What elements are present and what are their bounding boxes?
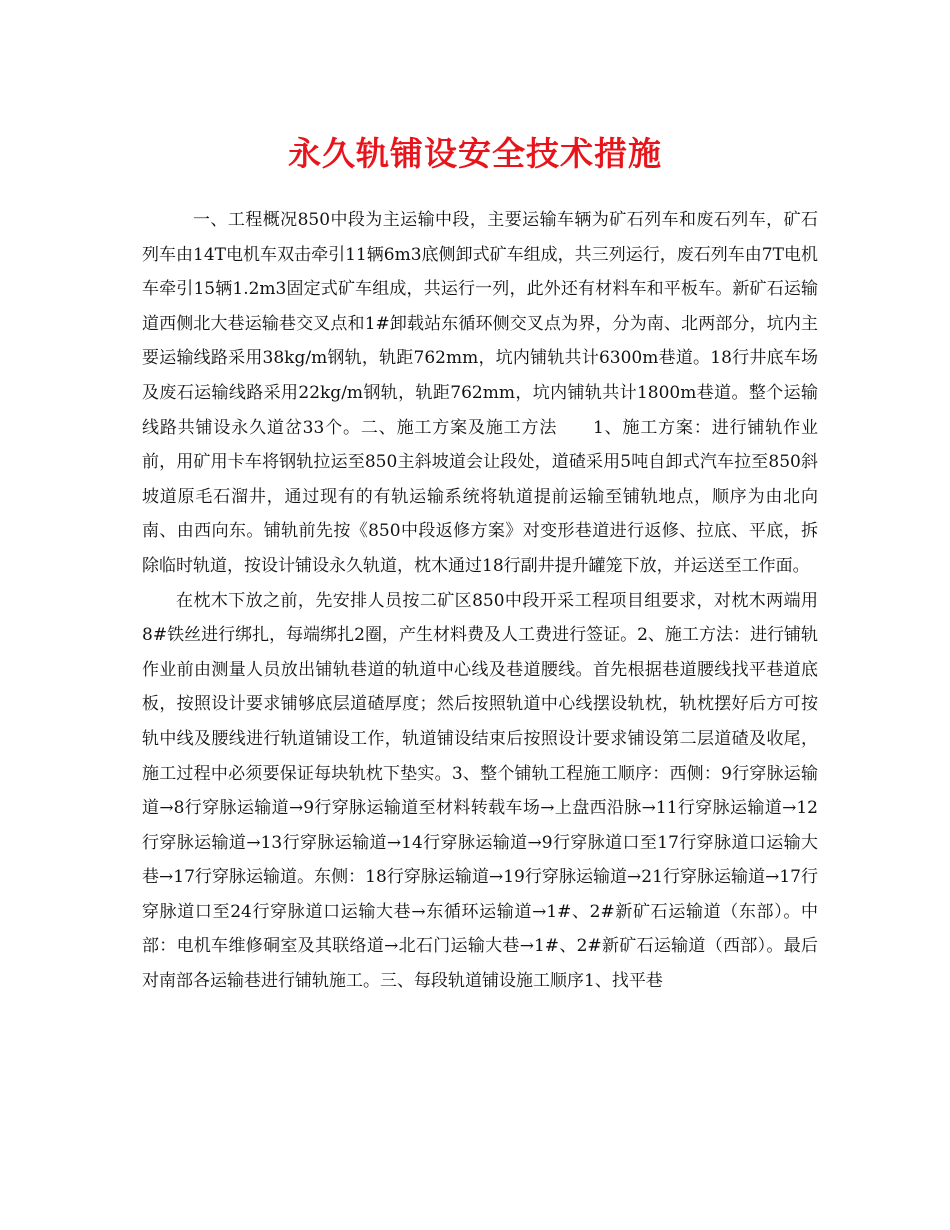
document-body [142, 203, 818, 999]
paragraph-1: 一、工程概况850中段为主运输中段，主要运输车辆为矿石列车和废石列车，矿石列车由14T电机车双击牵引11辆6m3底侧卸式矿车组成，共三列运行，废石列车由7T电机车牵引15辆1.2m3固定式矿车组成，共运行一列，此外还有材料车和平板车。新矿石运输道西侧北大巷运输巷交叉点和1#卸载站东循环侧交叉点为界，分为南、北两部分，坑内主要运输线路采用38kg/m钢轨，轨距762mm，坑内铺轨共计6300m巷道。18行井底车场及废石运输线路采用22kg/m钢轨，轨距762mm，坑内铺轨共计1800m巷道。整个运输线路共铺设永久道岔33个。二、施工方案及施工方法 1、施工方案：进行铺轨作业前，用矿用卡车将钢轨拉运至850主斜坡道会让段处，道碴采用5吨自卸式汽车拉至850斜坡道原毛石溜井，通过现有的有轨运输系统将轨道提前运输至铺轨地点，顺序为由北向南、由西向东。铺轨前先按《850中段返修方案》对变形巷道进行返修、拉底、平底，拆除临时轨道，按设计铺设永久轨道，枕木通过18行副井提升罐笼下放，并运送至工作面。 [142, 210, 818, 576]
paragraph-2: 在枕木下放之前，先安排人员按二矿区850中段开采工程项目组要求，对枕木两端用8#铁丝进行绑扎，每端绑扎2圈，产生材料费及人工费进行签证。2、施工方法：进行铺轨作业前由测量人员放出铺轨巷道的轨道中心线及巷道腰线。首先根据巷道腰线找平巷道底板，按照设计要求铺够底层道碴厚度；然后按照轨道中心线摆设轨枕，轨枕摆好后方可按轨中线及腰线进行轨道铺设工作，轨道铺设结束后按照设计要求铺设第二层道碴及收尾，施工过程中必须要保证每块轨枕下垫实。3、整个铺轨工程施工顺序：西侧：9行穿脉运输道→8行穿脉运输道→9行穿脉运输道至材料转载车场→上盘西沿脉→11行穿脉运输道→12行穿脉运输道→13行穿脉运输道→14行穿脉运输道→9行穿脉道口至17行穿脉道口运输大巷→17行穿脉运输道。东侧：18行穿脉运输道→19行穿脉运输道→21行穿脉运输道→17行穿脉道口至24行穿脉道口运输大巷→东循环运输道→1#、2#新矿石运输道（东部）。中部：电机车维修硐室及其联络道→北石门运输大巷→1#、2#新矿石运输道（西部）。最后对南部各运输巷进行铺轨施工。三、每段轨道铺设施工顺序1、找平巷 [142, 590, 818, 992]
document-title: 永久轨铺设安全技术措施 [288, 134, 662, 173]
